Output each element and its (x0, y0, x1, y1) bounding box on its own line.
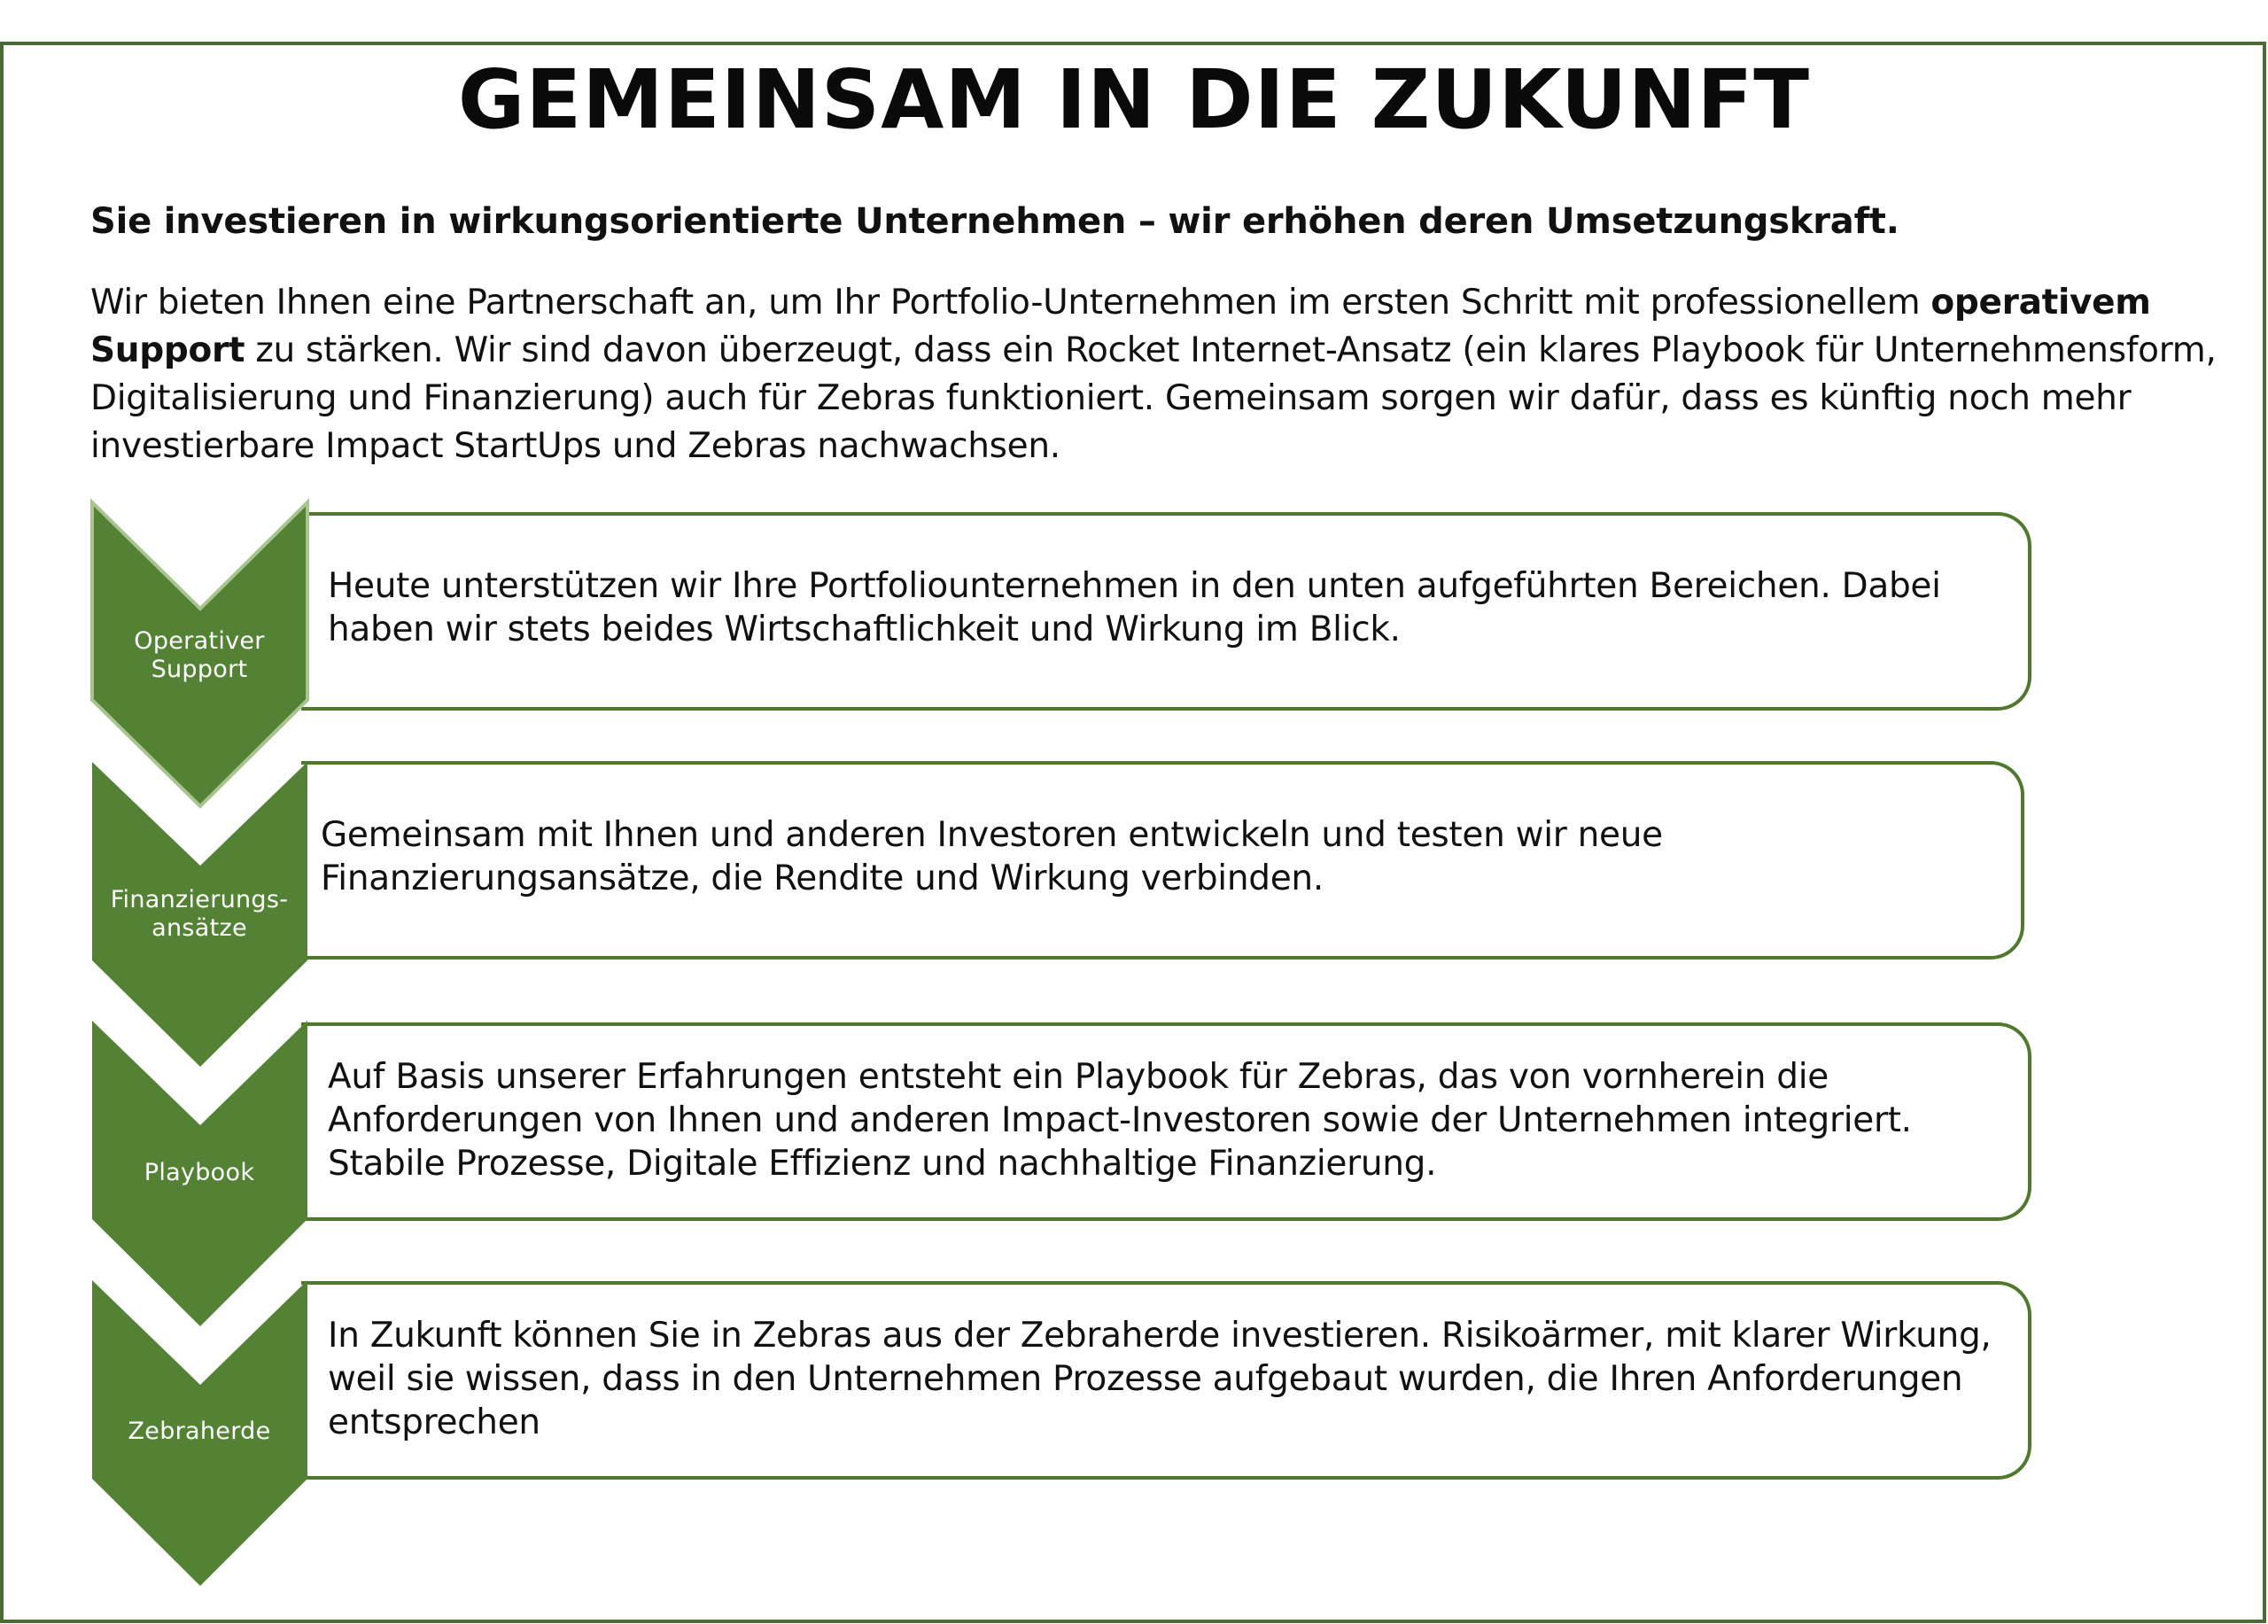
intro-text-bold: operativem Support (90, 283, 2151, 370)
step-text-line: Stabile Prozesse, Digitale Effizienz und nachhaltige Finanzierung. (328, 1144, 1437, 1184)
page-subtitle: Sie investieren in wirkungsorientierte Unternehmen – wir erhöhen deren Umsetzungskraft. (90, 201, 1899, 242)
chevron-label-line: Zebraherde (128, 1418, 271, 1445)
chevron-label-line: Finanzierungs- (110, 886, 289, 913)
step-text-line: Finanzierungsansätze, die Rendite und Wirkung verbinden. (321, 859, 1324, 898)
chevron-label-zebraherde (93, 1418, 306, 1446)
step-text-line: Heute unterstützen wir Ihre Portfoliounternehmen in den unten aufgeführten Bereichen. Dabei (328, 566, 1941, 606)
step-text-line: Gemeinsam mit Ihnen und anderen Investoren entwickeln und testen wir neue (321, 815, 1663, 855)
chevron-label-operativer-support (93, 627, 306, 684)
chevron-label-line: ansätze (151, 914, 247, 942)
chevron-label-line: Operativer (134, 627, 265, 655)
step-text-line: entsprechen (328, 1403, 540, 1442)
chevron-label-line: Playbook (144, 1159, 255, 1186)
step-text-line: Auf Basis unserer Erfahrungen entsteht ein Playbook für Zebras, das von vornherein die (328, 1057, 1829, 1097)
chevron-label-finanzierungsansaetze (93, 886, 306, 943)
step-text-line: Anforderungen von Ihnen und anderen Impact-Investoren sowie der Unternehmen integriert. (328, 1100, 1912, 1140)
step-text-line: In Zukunft können Sie in Zebras aus der Zebraherde investieren. Risikoärmer, mit klarer Wirkung, (328, 1316, 1992, 1356)
page-title: GEMEINSAM IN DIE ZUKUNFT (457, 52, 1811, 147)
chevron-label-line: Support (151, 656, 248, 683)
intro-text-part2: zu stärken. Wir sind davon überzeugt, dass ein Rocket Internet-Ansatz (ein klares Playbook für Unternehmensform, Digitalisierung und Finanzierung) auch für Zebras funktioniert. Gemeinsam sorgen wir dafür, dass es künftig noch mehr investierbare Impact StartUps und Zebras nachwachsen. (90, 330, 2217, 466)
chevron-label-playbook (93, 1159, 306, 1187)
step-text-line: haben wir stets beides Wirtschaftlichkeit und Wirkung im Blick. (328, 610, 1401, 649)
intro-text-part1: Wir bieten Ihnen eine Partnerschaft an, um Ihr Portfolio-Unternehmen im ersten Schritt mit professionellem (90, 283, 1931, 322)
step-text-line: weil sie wissen, dass in den Unternehmen Prozesse aufgebaut wurden, die Ihren Anforderungen (328, 1359, 1963, 1399)
